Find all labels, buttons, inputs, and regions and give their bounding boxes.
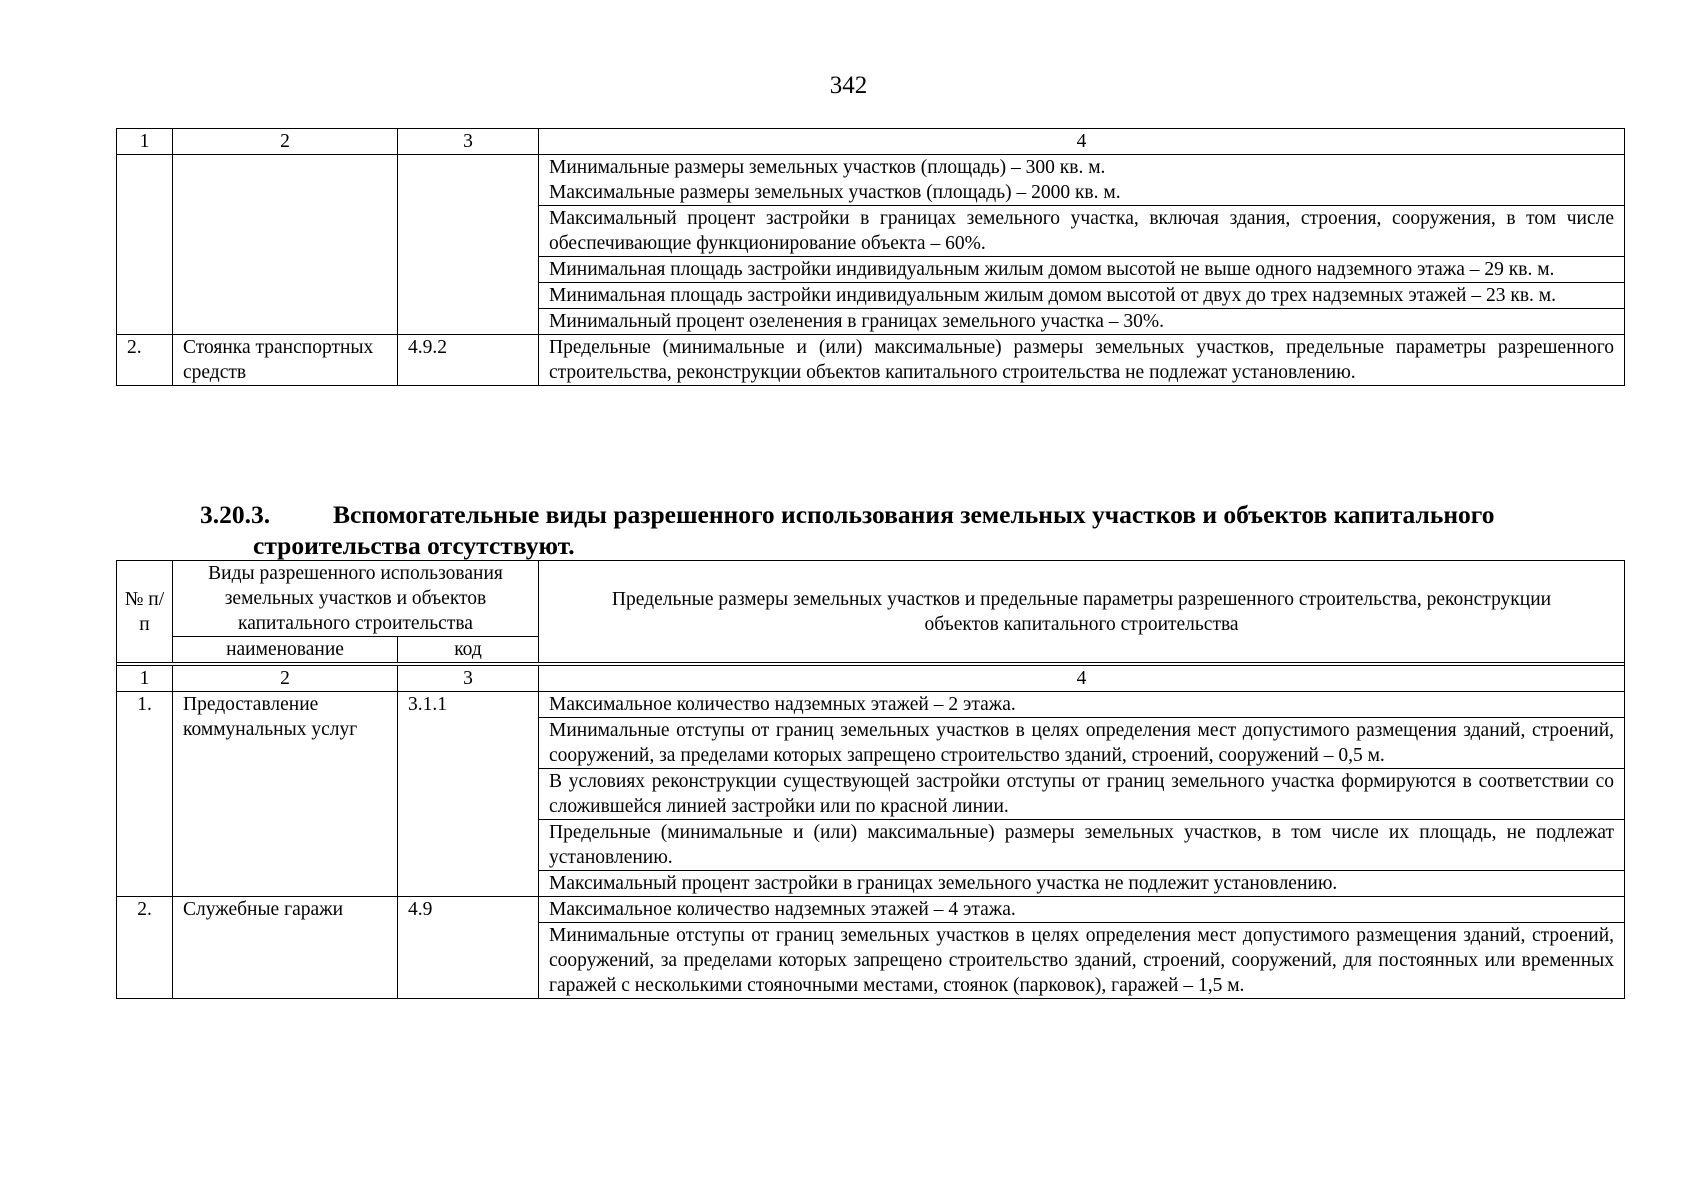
parameter-text: Минимальный процент озеленения в границах земельного участка – 30%. (539, 309, 1625, 335)
use-name: Стоянка транспортных средств (173, 335, 398, 386)
parameter-text: В условиях реконструкции существующей застройки отступы от границ земельного участка формируются в соответствии со сложившейся линией застройки или по красной линии. (539, 769, 1625, 820)
auxiliary-land-use-table (116, 560, 1625, 999)
land-use-table-continued (116, 128, 1625, 386)
row-number (117, 155, 173, 335)
table-row (117, 335, 1625, 386)
column-numbers-row (117, 129, 1625, 155)
parameter-text: Максимальный процент застройки в границах земельного участка не подлежит установлению. (539, 871, 1625, 897)
use-code: 4.9.2 (398, 335, 539, 386)
row-number: 1. (117, 692, 173, 897)
parameter-text: Максимальное количество надземных этажей – 2 этажа. (539, 692, 1625, 718)
table-row (117, 692, 1625, 718)
use-code: 4.9 (398, 897, 539, 999)
parameter-text: Минимальная площадь застройки индивидуальным жилым домом высотой от двух до трех надземных этажей – 23 кв. м. (539, 283, 1625, 309)
section-title-line2: строительства отсутствуют. (253, 531, 575, 560)
use-name: Служебные гаражи (173, 897, 398, 999)
column-number: 4 (539, 129, 1625, 155)
column-numbers-row (117, 666, 1625, 692)
use-code: 3.1.1 (398, 692, 539, 897)
use-name: Предоставление коммунальных услуг (173, 692, 398, 897)
section-number: 3.20.3. (200, 500, 271, 529)
header-code: код (398, 637, 539, 663)
parameter-text: Предельные (минимальные и (или) максимальные) размеры земельных участков, в том числе их площадь, не подлежат установлению. (539, 820, 1625, 871)
parameter-text: Предельные (минимальные и (или) максимальные) размеры земельных участков, предельные параметры разрешенного строительства, реконструкции объектов капитального строительства не подлежат установлению. (539, 335, 1625, 386)
column-number: 2 (173, 129, 398, 155)
parameter-text: Минимальные отступы от границ земельных участков в целях определения мест допустимого размещения зданий, строений, сооружений, за пределами которых запрещено строительство зданий, строений, сооружений, для постоянных или временных гаражей с несколькими стояночными местами, стоянок (парковок), гаражей – 1,5 м. (539, 923, 1625, 999)
parameter-text: Максимальное количество надземных этажей – 4 этажа. (539, 897, 1625, 923)
header-name: наименование (173, 637, 398, 663)
use-code (398, 155, 539, 335)
header-row (117, 561, 1625, 637)
parameter-text: Максимальный процент застройки в границах земельного участка, включая здания, строения, сооружения, в том числе обеспечивающие функционирование объекта – 60%. (539, 206, 1625, 257)
parameter-text: Минимальная площадь застройки индивидуальным жилым домом высотой не выше одного надземного этажа – 29 кв. м. (539, 257, 1625, 283)
section-heading (200, 499, 1625, 561)
row-number: 2. (117, 335, 173, 386)
table-row (117, 897, 1625, 923)
header-number: № п/п (117, 561, 173, 663)
use-name (173, 155, 398, 335)
parameter-text: Минимальные размеры земельных участков (площадь) – 300 кв. м. Максимальные размеры земельных участков (площадь) – 2000 кв. м. (539, 155, 1625, 206)
column-number: 3 (398, 666, 539, 692)
table-row (117, 155, 1625, 206)
column-number: 1 (117, 666, 173, 692)
header-params: Предельные размеры земельных участков и предельные параметры разрешенного строительства, реконструкции объектов капитального строительства (539, 561, 1625, 663)
page-number: 342 (829, 72, 868, 99)
header-kinds: Виды разрешенного использования земельных участков и объектов капитального строительства (173, 561, 539, 637)
column-number: 2 (173, 666, 398, 692)
parameter-text: Минимальные отступы от границ земельных участков в целях определения мест допустимого размещения зданий, строений, сооружений, за пределами которых запрещено строительство зданий, строений, сооружений – 0,5 м. (539, 718, 1625, 769)
column-number: 1 (117, 129, 173, 155)
section-title-line1: Вспомогательные виды разрешенного использования земельных участков и объектов капитального (333, 500, 1495, 529)
row-number: 2. (117, 897, 173, 999)
column-number: 3 (398, 129, 539, 155)
column-number: 4 (539, 666, 1625, 692)
